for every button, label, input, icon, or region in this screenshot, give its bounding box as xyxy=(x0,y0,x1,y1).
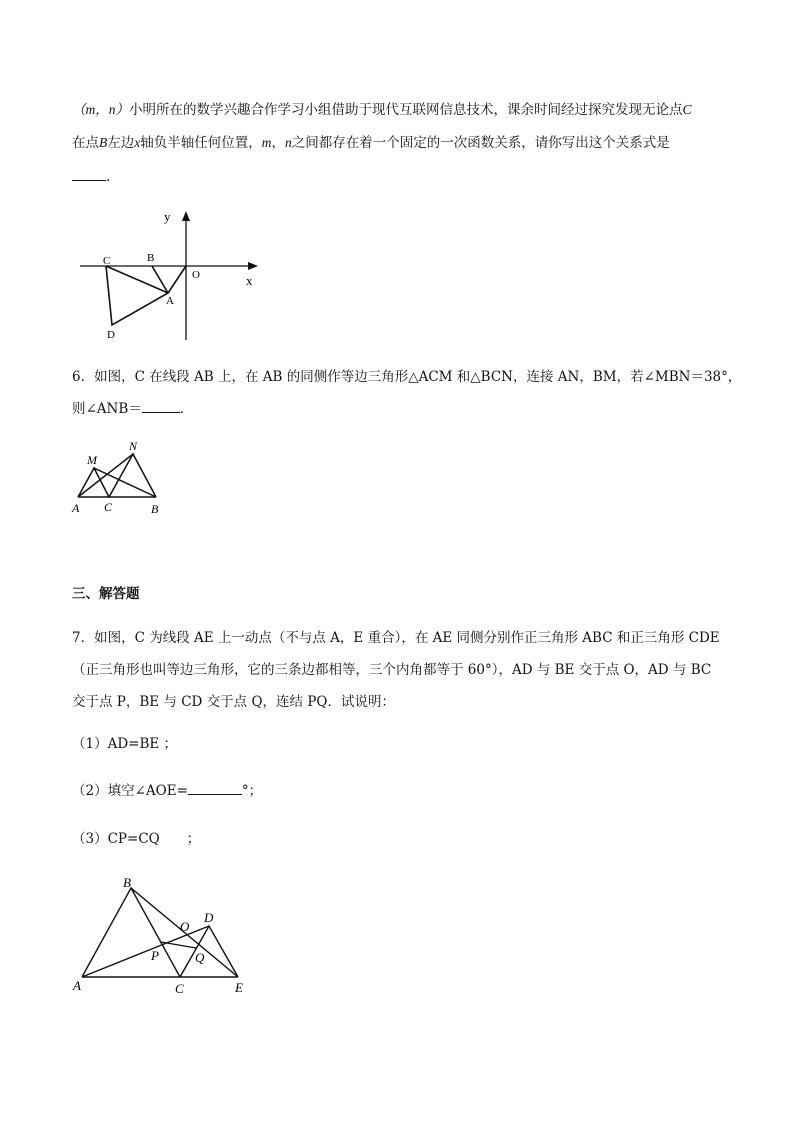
label-d: D xyxy=(204,910,214,925)
q5-point-b: B xyxy=(99,135,108,150)
label-o: O xyxy=(192,269,200,281)
q5-line2-text: 轴负半轴任何位置， xyxy=(140,135,262,151)
label-a: A xyxy=(73,978,81,993)
label-c: C xyxy=(104,500,113,514)
x-axis-arrow-icon xyxy=(248,262,258,270)
triangle-bcn xyxy=(109,454,156,497)
q7-item-2 xyxy=(72,781,262,801)
label-b: B xyxy=(151,502,159,516)
q5-line-3 xyxy=(72,167,110,187)
triangle-cad xyxy=(106,266,168,325)
label-e: E xyxy=(235,980,243,995)
triangle-abc xyxy=(82,888,180,977)
q5-line3-end: . xyxy=(106,169,111,185)
label-c: C xyxy=(175,981,184,996)
q5-comma: ， xyxy=(271,135,285,151)
q7-item2-post: °； xyxy=(241,783,263,799)
segment-ao xyxy=(168,266,186,293)
label-y: y xyxy=(164,209,171,224)
q5-line-2 xyxy=(72,133,670,153)
label-b: B xyxy=(123,875,131,890)
label-n: N xyxy=(129,439,138,453)
q7-figure xyxy=(70,872,260,1002)
label-a: A xyxy=(166,295,174,307)
q7-answer-blank xyxy=(188,782,242,795)
q7-line-2: （正三角形也叫等边三角形，它的三条边都相等，三个内角都等于 60°），AD 与 BE 交于点 O，AD 与 BC xyxy=(72,662,712,678)
q7-line-1: 7．如图，C 为线段 AE 上一动点（不与点 A，E 重合），在 AE 同侧分别作正三角形 ABC 和正三角形 CDE xyxy=(72,630,720,646)
q7-item-3: （3）CP=CQ ； xyxy=(72,831,201,847)
label-o: O xyxy=(180,919,190,934)
label-m: M xyxy=(87,453,97,467)
q6-figure xyxy=(70,435,170,520)
q6-line2-pre: 则∠ANB＝ xyxy=(72,401,142,417)
q5-m: m xyxy=(261,135,272,150)
q5-mn: （m，n） xyxy=(72,102,129,117)
label-a: A xyxy=(72,501,80,515)
q6-line2-end: ． xyxy=(179,401,194,417)
q7-item-1: （1）AD=BE ； xyxy=(72,736,178,752)
label-q: Q xyxy=(195,950,205,965)
y-axis-arrow-icon xyxy=(182,211,190,221)
q7-item2-pre: （2）填空∠AOE= xyxy=(72,783,188,799)
q5-x: x xyxy=(134,135,141,150)
q6-line-1: 6．如图，C 在线段 AB 上，在 AB 的同侧作等边三角形△ACM 和△BCN，连接 AN，BM，若∠MBN＝38°， xyxy=(72,369,742,385)
q5-line2-tail: 之间都存在着一个固定的一次函数关系，请你写出这个关系式是 xyxy=(291,135,670,151)
q5-n: n xyxy=(285,135,292,150)
section-heading: 三、解答题 xyxy=(72,586,140,602)
label-x: x xyxy=(246,273,253,288)
q7-line-3: 交于点 P，BE 与 CD 交于点 Q，连结 PQ．试说明： xyxy=(72,694,395,710)
q6-line-2 xyxy=(72,399,193,419)
segment-ad xyxy=(82,926,209,977)
label-b: B xyxy=(147,252,155,264)
q5-point-c: C xyxy=(682,102,692,117)
q5-line-1 xyxy=(72,100,692,120)
q5-figure xyxy=(70,205,270,345)
q5-line2-mid: 左边 xyxy=(107,135,135,151)
q5-line2-pre: 在点 xyxy=(72,135,99,151)
q6-answer-blank xyxy=(142,400,180,413)
segment-bm xyxy=(94,468,156,497)
label-d: D xyxy=(107,329,115,341)
label-p: P xyxy=(151,948,159,963)
q5-answer-blank xyxy=(72,168,106,181)
label-c: C xyxy=(103,255,111,267)
q5-line1-text: 小明所在的数学兴趣合作学习小组借助于现代互联网信息技术，课余时间经过探究发现无论点 xyxy=(129,102,683,118)
segment-pq xyxy=(161,942,196,948)
